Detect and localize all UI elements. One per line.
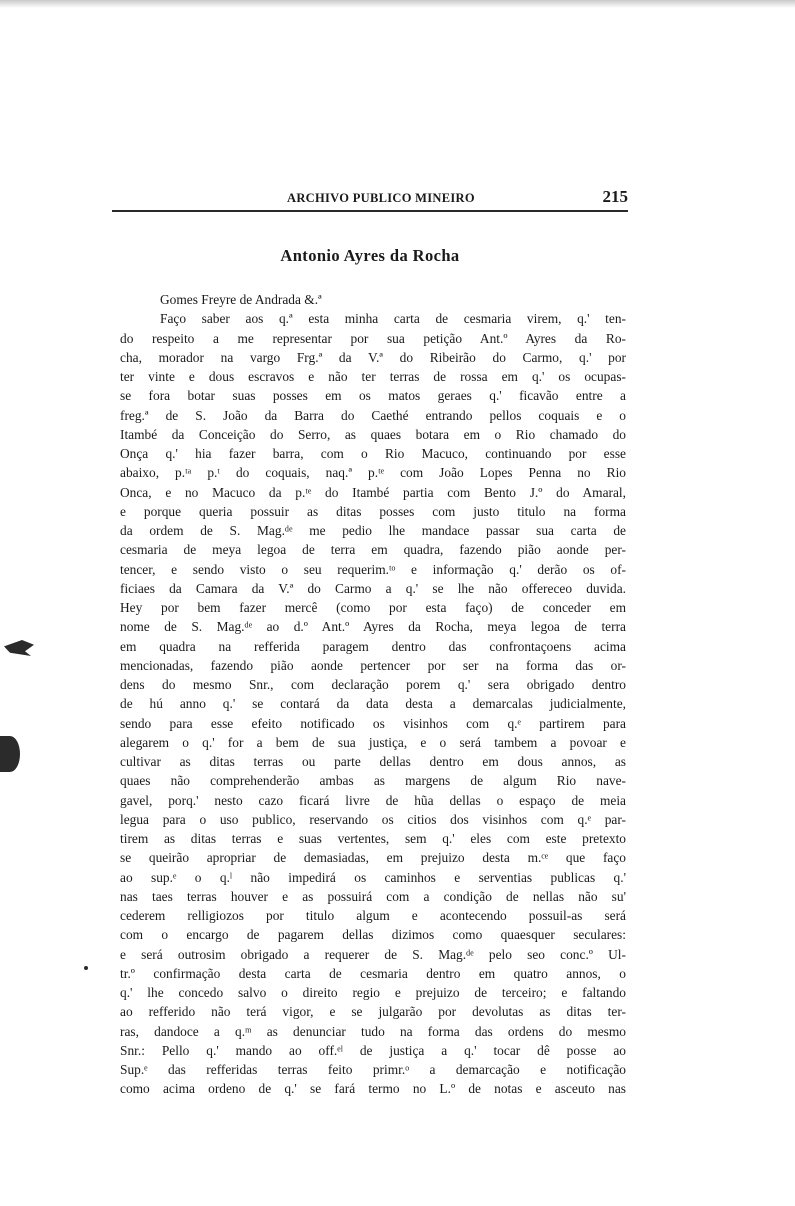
text-line: se queirão apropriar de demasiadas, em prejuizo desta m.ᶜᵉ que faço — [120, 850, 626, 866]
margin-ink-mark — [0, 736, 20, 772]
text-line: da ordem de S. Mag.ᵈᵉ me pedio lhe mandace passar sua carta de — [120, 523, 626, 538]
running-header-title: ARCHIVO PUBLICO MINEIRO — [287, 191, 475, 205]
text-line: mencionadas, fazendo pião aonde pertencer por ser na forma das or- — [120, 657, 626, 673]
text-line: e porque queria possuir as ditas posses com justo titulo na forma — [120, 503, 626, 519]
header-rule — [112, 210, 628, 212]
text-line: cultivar as ditas terras ou parte dellas dentro em dous annos, as — [120, 754, 626, 769]
text-line: e será outrosim obrigado a requerer de S. Mag.ᵈᵉ pelo seo conc.º Ul- — [120, 946, 626, 962]
text-line: nas taes terras houver e as possuirá com a condição de nellas não su' — [120, 888, 626, 904]
text-line: abaixo, p.ᵗᵃ p.ᵗ do coquais, naq.ª p.ᵗᵉ com João Lopes Penna no Rio — [120, 465, 626, 481]
text-line: ter vinte e dous escravos e não ter terras de rossa em q.' os ocupas- — [120, 369, 626, 384]
text-line: Hey por bem fazer mercê (como por esta faço) de conceder em — [120, 600, 626, 615]
margin-ink-dot — [84, 966, 88, 970]
text-line: ficiaes da Camara da V.ª do Carmo a q.' se lhe não offereceo duvida. — [120, 580, 626, 596]
text-line: quaes não comprehenderão ambas as margens de algum Rio nave- — [120, 773, 626, 789]
text-line: Itambé da Conceição do Serro, as quaes botara em o Rio chamado do — [120, 426, 626, 442]
text-line: ras, dandoce a q.ᵐ as denunciar tudo na forma das ordens do mesmo — [120, 1023, 626, 1039]
text-line: em quadra na refferida paragem dentro das confrontaçoens acima — [120, 638, 626, 654]
text-line: gavel, porq.' nesto cazo ficará livre de hũa dellas o espaço de meia — [120, 792, 626, 808]
text-line: nome de S. Mag.ᵈᵉ ao d.º Ant.º Ayres da Rocha, meya legoa de terra — [120, 619, 626, 635]
text-line: alegarem o q.' for a bem de sua justiça, e o será tambem a povoar e — [120, 734, 626, 750]
text-line: Onça q.' hia fazer barra, com o Rio Macuco, continuando por esse — [120, 446, 626, 461]
text-line: q.' lhe concedo salvo o direito regio e prejuizo de terceiro; e faltando — [120, 985, 626, 1000]
text-line: dens do mesmo Snr., com declaração porem q.' sera obrigado dentro — [120, 677, 626, 692]
text-line: Faço saber aos q.ª esta minha carta de cesmaria virem, q.' ten- — [160, 311, 626, 327]
text-line: do respeito a me representar por sua petição Ant.º Ayres da Ro- — [120, 330, 626, 346]
text-line: com o encargo de pagarem dellas dizimos como quaesquer seculares: — [120, 927, 626, 943]
document-title: Antonio Ayres da Rocha — [280, 246, 460, 265]
text-line: Sup.ᵉ das refferidas terras feito primr.ᵒ a demarcação e notificação — [120, 1062, 626, 1077]
text-line: cederem relligiozos por titulo algum e acontecendo possuil-as será — [120, 908, 626, 923]
text-line: sendo para esse efeito notificado os visinhos com q.ᵉ partirem para — [120, 715, 626, 731]
margin-ink-mark — [4, 640, 34, 656]
text-line: ao sup.ᵉ o q.ˡ não impedirá os caminhos e serventias publicas q.' — [120, 869, 626, 885]
page-number: 215 — [602, 187, 628, 206]
page-edge — [0, 0, 795, 8]
text-line: tr.º confirmação desta carta de cesmaria dentro em quatro annos, o — [120, 965, 626, 981]
text-line: Snr.: Pello q.' mando ao off.ᵉˡ de justiça a q.' tocar dê posse ao — [120, 1042, 626, 1058]
text-line: de hú anno q.' se contará da data desta a demarcalas judicialmente, — [120, 696, 626, 712]
document-body — [120, 290, 626, 1099]
text-line: ao refferido não terá vigor, e se julgarão por devolutas as ditas ter- — [120, 1004, 626, 1020]
running-header — [112, 186, 632, 212]
text-line: legua para o uso publico, reservando os citios dos visinhos com q.ᵉ par- — [120, 811, 626, 827]
text-line: cha, morador na vargo Frg.ª da V.ª do Ribeirão do Carmo, q.' por — [120, 349, 626, 365]
text-line: cesmaria de meya legoa de terra em quadra, fazendo pião aonde per- — [120, 542, 626, 558]
text-line: tencer, e sendo visto o seu requerim.ᵗᵒ e informação q.' derão os of- — [120, 561, 626, 577]
salutation-line: Gomes Freyre de Andrada &.ª — [160, 292, 322, 307]
text-line: tirem as ditas terras e suas vertentes, sem q.' eles com este pretexto — [120, 831, 626, 846]
text-line: Onca, e no Macuco da p.ᵗᵉ do Itambé partia com Bento J.º do Amaral, — [120, 484, 626, 500]
text-line: como acima ordeno de q.' se fará termo no L.º de notas e asceuto nas — [120, 1081, 626, 1097]
text-line: freg.ª de S. João da Barra do Caethé entrando pellos coquais e o — [120, 407, 626, 423]
text-line: se fora botar suas posses em os matos geraes q.' ficavão entre a — [120, 388, 626, 404]
